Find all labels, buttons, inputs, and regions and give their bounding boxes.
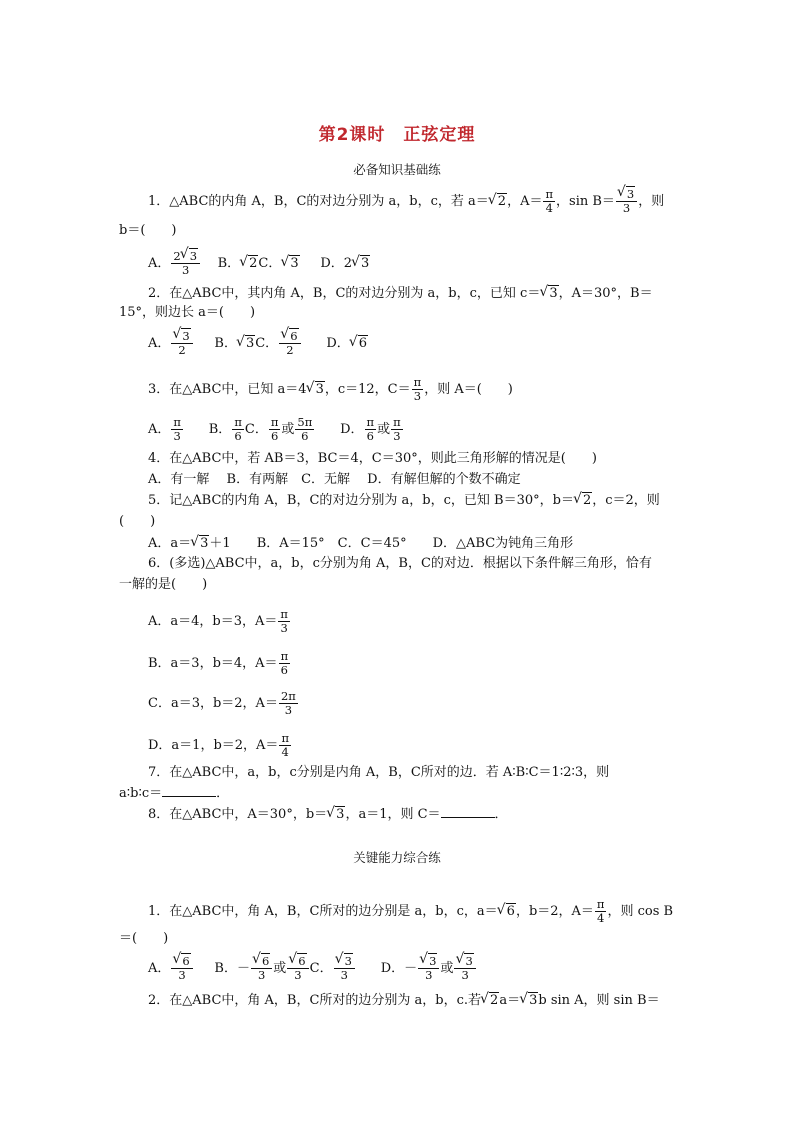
ability-question-1-options: A． √ $\frac{6}{3}$ B．－ √ $\frac{6}{3}$ 或 √ $\frac{6}{3}$ C． √ $\frac{3}{3}$ D．－ √ $\frac{3}{3}$ 或 √ $\frac{3}{3}$ (148, 955, 477, 982)
question-4-options: A．有一解 B．有两解 C．无解 D．有解但解的个数不确定 (148, 472, 521, 487)
question-6-option-a: A．a＝4，b＝3，A＝ $\frac{\pi}{3}$ (148, 607, 288, 635)
question-7-line-1: 7．在△ABC中，a，b，c分别是内角 A，B，C所对的边．若 A∶B∶C＝1∶2∶3，则 (148, 765, 610, 780)
question-6-line-1: 6．(多选)△ABC中，a，b，c分别为角 A，B，C的对边．根据以下条件解三角形，恰有 (148, 556, 652, 571)
page-title: 第2课时 正弦定理 (318, 125, 476, 145)
question-5-line-2: ( ) (119, 514, 156, 529)
question-3-options: A． $\frac{\pi}{3}$ B． $\frac{\pi}{6}$ C． $\frac{\pi}{6}$ 或 $\frac{5\pi}{6}$ D． $\frac{\pi}{6}$ 或 $\frac{\pi}{3}$ (148, 415, 401, 443)
fraction: √ $\frac{3}{3}$ (616, 188, 637, 215)
ability-question-1-line-2: ＝( ) (119, 931, 169, 946)
question-8-line-1: 8．在△ABC中，A＝30°，b＝√ 3，a＝1，则 C＝ ． (148, 805, 508, 824)
question-2-line-2: 15°，则边长 a＝( ) (119, 305, 256, 320)
ability-question-1-line-1: 1．在△ABC中，角 A，B，C所对的边分别是 a，b，c，a＝√ 6，b＝2，A＝ $\frac{\pi}{4}$ ，则 cos B (148, 898, 673, 925)
question-4-line-1: 4．在△ABC中，若 AB＝3，BC＝4，C＝30°，则此三角形解的情况是( ) (148, 451, 597, 466)
question-7-line-2: a∶b∶c＝ ． (119, 786, 230, 801)
ability-question-2-line-1: 2．在△ABC中，角 A，B，C所对的边分别为 a，b，c.若√ 2a＝√ 3b sin A，则 sin B＝ (148, 992, 660, 1010)
question-6-line-2: 一解的是( ) (119, 577, 208, 592)
answer-blank[interactable] (162, 784, 216, 797)
question-1-options: A． $\frac{2√ 3}{3}$ B．√ 2C．√ 3 D．2√ 3 (148, 250, 370, 277)
question-5-line-1: 5．记△ABC的内角 A，B，C的对边分别为 a，b，c，已知 B＝30°，b＝√ 2，c＝2，则 (148, 492, 660, 510)
question-3-line-1: 3．在△ABC中，已知 a＝4√ 3，c＝12，C＝ $\frac{\pi}{3}$ ，则 A＝( ) (148, 376, 513, 403)
question-5-options: A．a＝√ 3＋1 B．A＝15° C．C＝45° D．△ABC为钝角三角形 (148, 535, 573, 553)
fraction: $\frac{\pi}{4}$ (545, 187, 554, 215)
sqrt-expr: √ 2 (489, 193, 507, 211)
question-2-options: A． √ $\frac{3}{2}$ B．√ 3C． √ $\frac{6}{2}$ D．√ 6 (148, 330, 368, 357)
question-1-line-2: b＝( ) (119, 223, 177, 238)
question-6-option-b: B．a＝3，b＝4，A＝ $\frac{\pi}{6}$ (148, 649, 289, 677)
question-6-option-d: D．a＝1，b＝2，A＝ $\frac{\pi}{4}$ (148, 731, 289, 759)
question-1-line-1: 1．△ABC的内角 A，B，C的对边分别为 a，b，c，若 a＝√ 2，A＝ $\frac{\pi}{4}$ ，sin B＝ √ $\frac{3}{3}$ ，则 (148, 188, 664, 215)
section-heading-basic: 必备知识基础练 (353, 162, 441, 177)
question-6-option-c: C．a＝3，b＝2，A＝ $\frac{2\pi}{3}$ (148, 689, 296, 717)
question-2-line-1: 2．在△ABC中，其内角 A，B，C的对边分别为 a，b，c，已知 c＝√ 3，A＝30°，B＝ (148, 285, 653, 303)
section-heading-ability: 关键能力综合练 (353, 850, 441, 865)
answer-blank[interactable] (441, 805, 495, 818)
